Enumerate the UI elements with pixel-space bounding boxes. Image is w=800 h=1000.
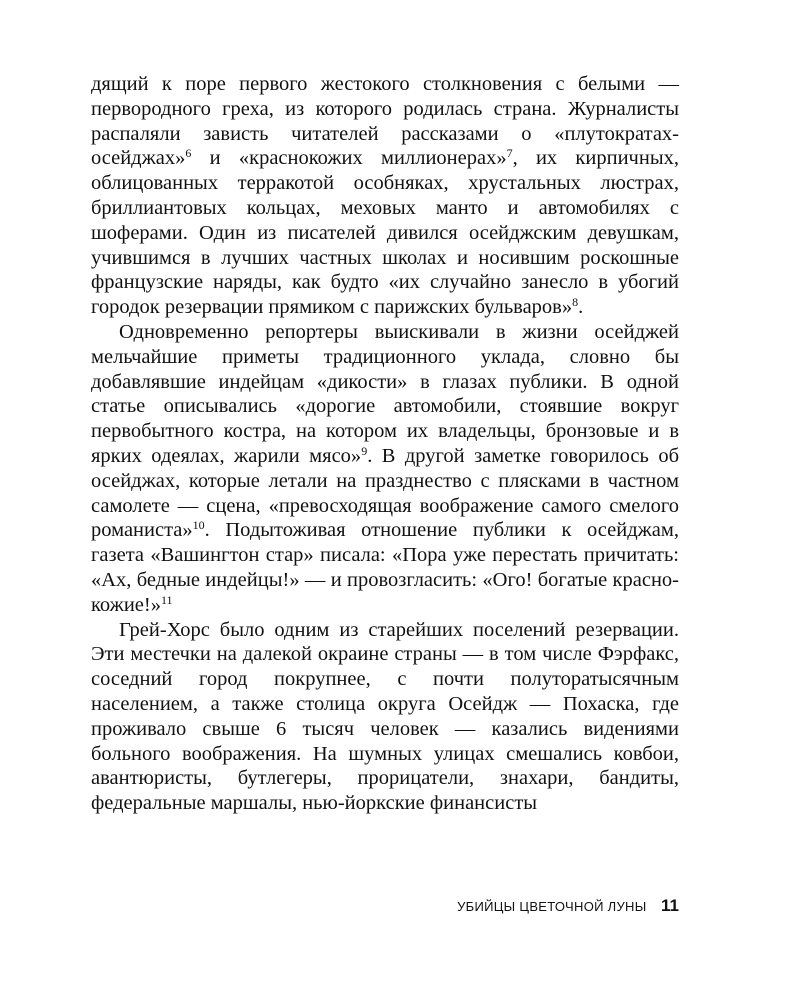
paragraph-text: и «краснокожих миллионерах» (191, 147, 507, 170)
paragraph-text: . Подытоживая отношение публики к осейджам, газета «Вашингтон стар» писала: «Пора уже перестать причитать: «Ах, бедные индейцы!» — и провозгласить: «Ого! богатые краснокожие!» (91, 519, 679, 616)
paragraph-text: . В другой заметке говорилось об осейджах, которые летали на празднество с плясками в частном самолете — сцена, «превосходящая воображение самого смелого романиста» (91, 444, 679, 542)
footnote-ref: 9 (361, 443, 368, 458)
footnote-ref: 6 (185, 146, 192, 161)
paragraph-text: Одновременно репортеры выискивали в жизни осейджей мельчайшие приметы традиционного уклада, словно бы добавлявшие индейцам «дикости» в глазах публики. В одной статье описывались «дорогие автомобили, стоявшие вокруг первобытного костра, на котором их владельцы, бронзовые и в ярких одеялах, жарили мясо» (91, 320, 679, 467)
footnote-ref: 7 (506, 146, 513, 161)
page-number: 11 (661, 896, 679, 915)
footnote-ref: 10 (192, 518, 205, 533)
paragraph-text: , их кирпичных, облицованных терракотой особняках, хрустальных люстрах, бриллиантовых кольцах, меховых манто и автомобилях с шоферами. Один из писателей дивился осейджским девушкам, учившимся в лучших частных школах и носившим роскошные французские наряды, как будто «их случайно занесло в убогий городок резервации прямиком с парижских бульваров» (91, 147, 679, 319)
footnote-ref: 11 (160, 592, 173, 607)
paragraph-text: . (578, 296, 584, 319)
page-footer (91, 896, 679, 916)
page-body (91, 72, 679, 816)
paragraph-text: Грей-Хорс было одним из старейших поселений резервации. Эти местечки на далекой окраине страны — в том числе Фэрфакс, соседний город покрупнее, с почти полуторатысячным населением, а также столица округа Осейдж — Похаска, где проживало свыше 6 тысяч человек — казались видениями больного воображения. На шумных улицах смешались ковбои, авантюристы, бутлегеры, прорицатели, знахари, бандиты, федеральные маршалы, нью-йоркские финансисты (91, 618, 679, 815)
paragraph (91, 72, 679, 320)
footnote-ref: 8 (572, 295, 579, 310)
paragraph (91, 320, 679, 618)
running-title: УБИЙЦЫ ЦВЕТОЧНОЙ ЛУНЫ (457, 899, 647, 914)
paragraph-text: дящий к поре первого жестокого столкновения с белыми — первородного греха, из которого родилась страна. Журналисты распаляли зависть читателей рассказами о «плутократах-осейджах» (91, 73, 679, 170)
paragraph (91, 618, 679, 816)
